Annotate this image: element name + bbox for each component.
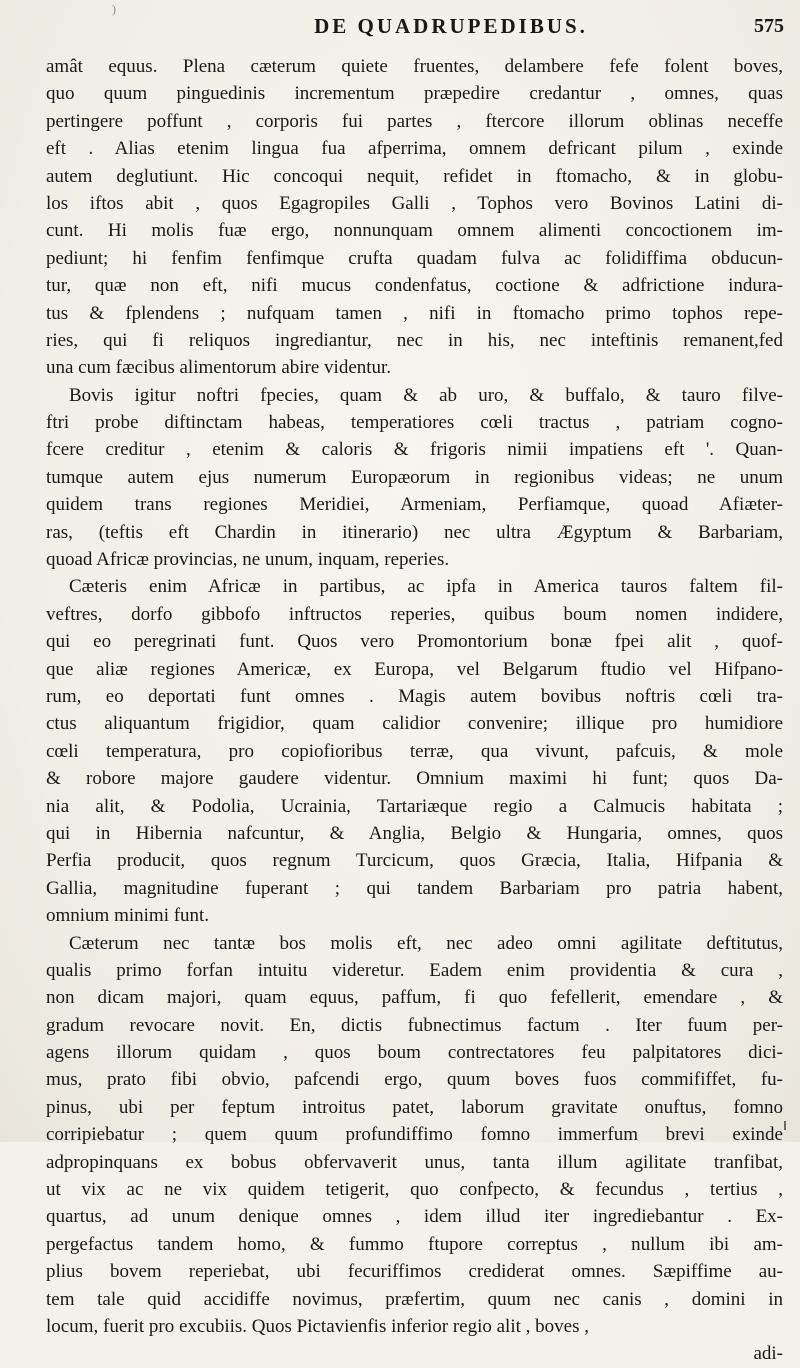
text-line: ries, qui fi reliquos ingrediantur, nec in his, nec inteftinis remanent,fed (46, 329, 783, 351)
text-line: amât equus. Plena cæterum quiete fruentes, delambere fefe folent boves, (46, 56, 783, 77)
text-line: veftres, dorfo gibbofo inftructos reperies, quibus boum nomen indidere, (46, 603, 783, 625)
text-line: Perfia producit, quos regnum Turcicum, quos Græcia, Italia, Hifpania & (46, 850, 783, 872)
text-line: omnium minimi funt. (46, 905, 210, 927)
text-line: pediunt; hi fenfim fenfimque crufta quadam fulva ac folidiffima obducun- (46, 247, 783, 269)
text-line: tur, quæ non eft, nifi mucus condenfatus, coctione & adfrictione indura- (46, 275, 783, 297)
text-line: ut vix ac ne vix quidem tetigerit, quo confpecto, & fecundus , tertius , (46, 1179, 783, 1201)
text-line: corripiebatur ; quem quum profundiffimo fomno immerfum brevi exinde (46, 1124, 783, 1146)
text-line: ftri probe diftinctam habeas, temperatiores cœli tractus , patriam cogno- (46, 412, 783, 434)
text-line: los iftos abit , quos Egagropiles Galli , Tophos vero Bovinos Latini di- (46, 192, 783, 214)
text-line: quartus, ad unum denique omnes , idem illud iter ingrediebantur . Ex- (46, 1206, 783, 1228)
running-head: DE QUADRUPEDIBUS. (314, 14, 588, 38)
text-line: Cæteris enim Africæ in partibus, ac ipfa in America tauros faltem fil- (69, 576, 783, 598)
text-line: ras, (teftis eft Chardin in itinerario) nec ultra Ægyptum & Barbariam, (46, 521, 783, 543)
text-line: gradum revocare novit. En, dictis fubnectimus factum . Iter fuum per- (46, 1014, 783, 1036)
text-line: quo quum pinguedinis incrementum præpedire credantur , omnes, quas (46, 83, 783, 105)
page-header (118, 14, 784, 44)
text-line: qui in Hibernia nafcuntur, & Anglia, Belgio & Hungaria, omnes, quos (46, 822, 783, 844)
text-line: quoad Africæ provincias, ne unum, inquam, reperies. (46, 549, 450, 571)
text-line: agens illorum quidam , quos boum contrectatores feu palpitatores dici- (46, 1042, 783, 1064)
text-line: Gallia, magnitudine fuperant ; qui tandem Barbariam pro patria habent, (46, 877, 783, 899)
text-line: fcere creditur , etenim & caloris & frigoris nimii impatiens eft '. Quan- (46, 439, 783, 461)
text-line: cœli temperatura, pro copiofioribus terræ, qua vivunt, pafcuis, & mole (46, 740, 783, 762)
text-line: mus, prato fibi obvio, pafcendi ergo, quum boves fuos commififfet, fu- (46, 1069, 783, 1091)
text-line: eft . Alias etenim lingua fua afperrima, omnem defricant pilum , exinde (46, 138, 783, 160)
text-line: tem tale quid accidiffe novimus, præfertim, quum nec canis , domini in (46, 1288, 783, 1310)
text-line: qui eo peregrinati funt. Quos vero Promontorium bonæ fpei alit , quof- (46, 631, 783, 653)
text-line: cunt. Hi molis fuæ ergo, nonnunquam omnem alimenti concoctionem im- (46, 220, 783, 242)
corner-mark: ) (112, 2, 116, 16)
text-line: locum, fuerit pro excubiis. Quos Pictavienfis inferior regio alit , boves , (46, 1315, 589, 1337)
text-line: pergefactus tandem homo, & fummo ftupore correptus , nullum ibi am- (46, 1233, 783, 1255)
text-line: nia alit, & Podolia, Ucrainia, Tartariæque regio a Calmucis habitata ; (46, 795, 783, 817)
margin-mark (784, 1121, 786, 1130)
text-line: non dicam majori, quam equus, paffum, fi quo fefellerit, emendare , & (46, 987, 783, 1009)
body-text (46, 53, 783, 1368)
text-line: & robore majore gaudere videntur. Omnium maximi hi funt; quos Da- (46, 768, 783, 790)
page-number: 575 (754, 15, 784, 37)
text-line: una cum fæcibus alimentorum abire videntur. (46, 357, 392, 379)
text-line: rum, eo deportati funt omnes . Magis autem bovibus noftris cœli tra- (46, 685, 783, 707)
text-line: tumque autem ejus numerum Europæorum in regionibus videas; ne unum (46, 466, 783, 488)
text-line: plius bovem reperiebat, ubi fecuriffimos crediderat omnes. Sæpiffime au- (46, 1261, 783, 1283)
text-line: Bovis igitur noftri fpecies, quam & ab uro, & buffalo, & tauro filve- (69, 384, 783, 406)
text-line: autem deglutiunt. Hic concoqui nequit, refidet in ftomacho, & in globu- (46, 165, 783, 187)
text-line: adpropinquans ex bobus obfervaverit unus, tanta illum agilitate tranfibat, (46, 1151, 783, 1173)
text-line: pinus, ubi per feptum introitus patet, laborum gravitate onuftus, fomno (46, 1096, 783, 1118)
text-line: Cæterum nec tantæ bos molis eft, nec adeo omni agilitate deftitutus, (69, 932, 783, 954)
text-line: tus & fplendens ; nufquam tamen , nifi in ftomacho primo tophos repe- (46, 302, 783, 324)
text-line: pertingere poffunt , corporis fui partes , ftercore illorum oblinas neceffe (46, 110, 783, 132)
catchword: adi- (753, 1343, 783, 1365)
text-line: quidem trans regiones Meridiei, Armeniam, Perfiamque, quoad Afiæter- (46, 494, 783, 516)
text-line: qualis primo forfan intuitu videretur. Eadem enim providentia & cura , (46, 959, 783, 981)
text-line: ctus aliquantum frigidior, quam calidior convenire; illique pro humidiore (46, 713, 783, 735)
text-line: que aliæ regiones Americæ, ex Europa, vel Belgarum ftudio vel Hifpano- (46, 658, 783, 680)
